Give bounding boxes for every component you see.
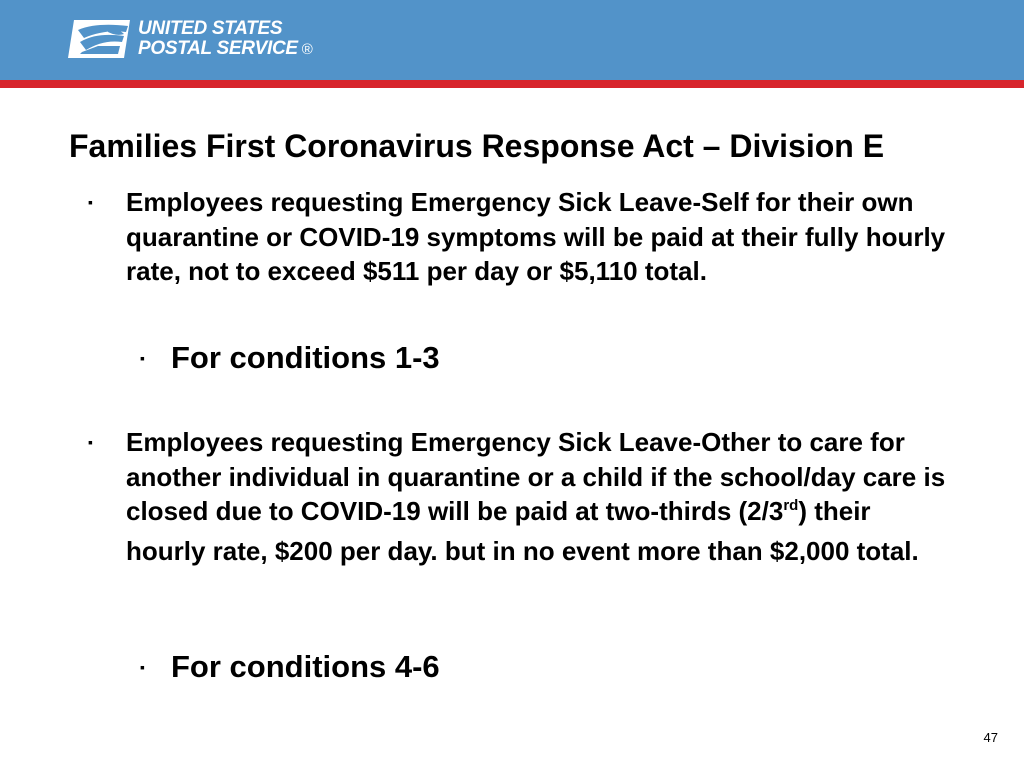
bullet-text-other-leave bbox=[126, 425, 956, 568]
logo-wordmark bbox=[138, 19, 313, 60]
bullet-item bbox=[88, 185, 968, 289]
sub-bullet-item bbox=[140, 648, 740, 686]
header-red-stripe bbox=[0, 80, 1024, 88]
bullet-text-conditions-4-6: For conditions 4-6 bbox=[171, 649, 440, 684]
logo-line-united-states: UNITED STATES bbox=[138, 17, 283, 39]
bullet-item bbox=[88, 425, 968, 568]
registered-mark: ® bbox=[301, 40, 313, 58]
sub-bullet-item bbox=[140, 339, 740, 377]
slide-title: Families First Coronavirus Response Act – Division E bbox=[69, 128, 885, 164]
page-number: 47 bbox=[983, 730, 998, 745]
bullet-text-conditions-1-3: For conditions 1-3 bbox=[171, 340, 440, 375]
bullet-marker: ▪ bbox=[140, 350, 145, 366]
bullet-marker: ▪ bbox=[88, 434, 93, 450]
logo-line-postal-service bbox=[138, 39, 313, 60]
bullet-marker: ▪ bbox=[88, 194, 93, 210]
bullet-text-other-leave-part1: Employees requesting Emergency Sick Leave-Other to care for another individual in quarantine or a child if the school/day care is closed due to COVID-19 will be paid at two-thirds (2/3 bbox=[126, 427, 946, 526]
bullet-marker: ▪ bbox=[140, 659, 145, 675]
logo-line-postal-service-text: POSTAL SERVICE bbox=[138, 37, 298, 59]
superscript-rd: rd bbox=[783, 497, 799, 514]
bullet-text-other-leave-part2: ) their hourly rate, $200 per day. but in no event more than $2,000 total. bbox=[126, 496, 919, 566]
usps-eagle-icon bbox=[68, 16, 132, 62]
bullet-text-self-leave: Employees requesting Emergency Sick Leave-Self for their own quarantine or COVID-19 symptoms will be paid at their fully hourly rate, not to exceed $511 per day or $5,110 total. bbox=[126, 187, 946, 286]
usps-logo bbox=[68, 16, 313, 62]
